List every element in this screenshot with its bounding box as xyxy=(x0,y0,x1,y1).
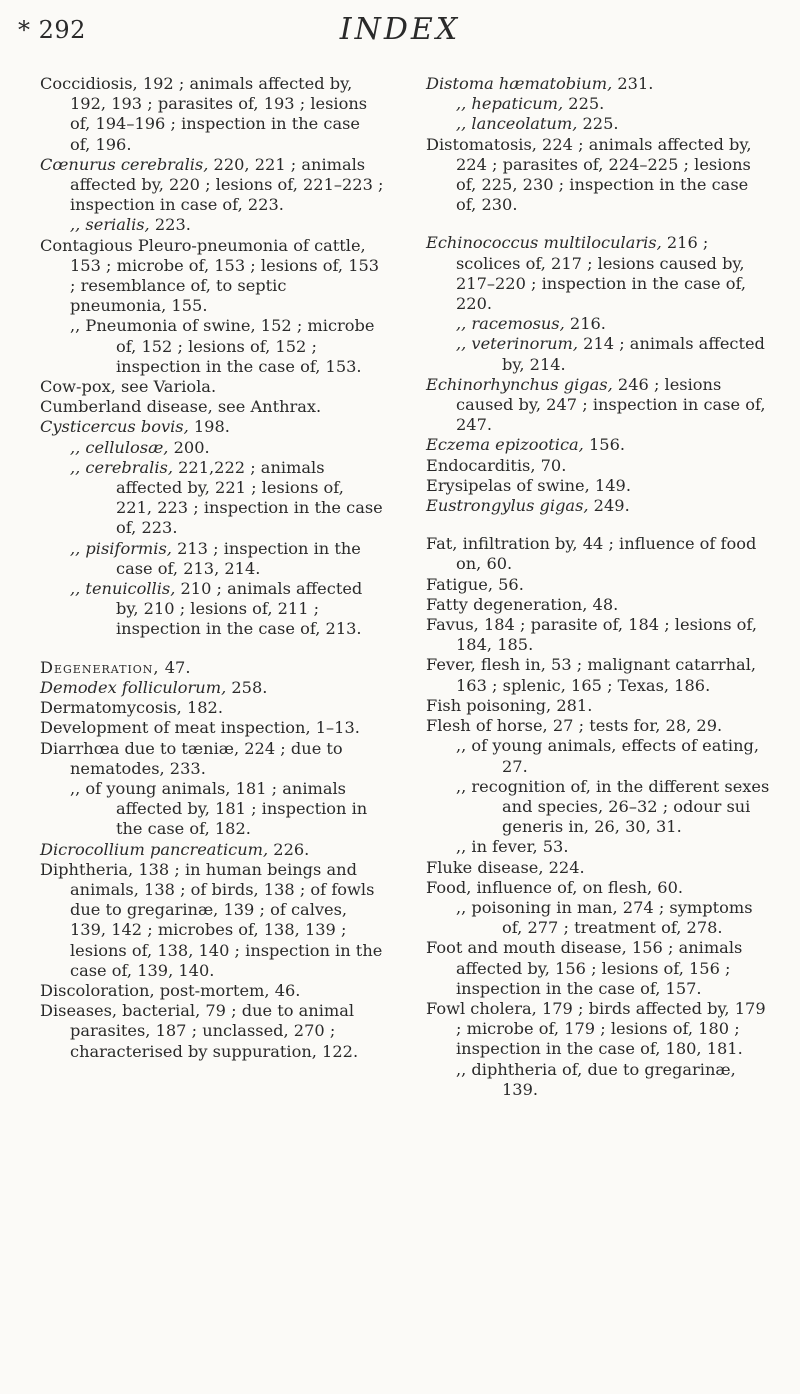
index-term: ,, poisoning in man, xyxy=(456,897,618,917)
index-term: Eustrongylus gigas, xyxy=(426,496,589,516)
index-term: ,, Pneumonia of swine, xyxy=(70,316,256,336)
index-term: Echinococcus multilocularis, xyxy=(426,233,662,253)
index-term: Fish poisoning, xyxy=(426,695,552,715)
index-subentry xyxy=(426,314,771,334)
index-term: ,, tenuicollis, xyxy=(70,579,176,599)
section-spacer xyxy=(426,215,771,233)
index-subentry xyxy=(40,215,385,235)
index-entry xyxy=(426,696,771,716)
index-column-left xyxy=(40,74,385,1062)
index-entry xyxy=(40,718,385,738)
section-spacer xyxy=(40,640,385,658)
index-term: Food, xyxy=(426,877,472,897)
index-subentry xyxy=(426,94,771,114)
index-term: Dicrocollium pancreaticum, xyxy=(40,839,269,859)
index-term: Demodex folliculorum, xyxy=(40,677,227,697)
index-entry xyxy=(426,476,771,496)
index-term: ,, serialis, xyxy=(70,215,150,235)
index-locators: 214 ; animals affected by, 214. xyxy=(502,334,765,374)
index-locators: due to tæniæ, 224 ; due to nematodes, 233. xyxy=(70,738,343,778)
index-entry xyxy=(40,678,385,698)
index-term: Fluke disease, xyxy=(426,857,544,877)
index-subentry xyxy=(40,779,385,840)
index-subentry xyxy=(40,579,385,640)
index-subentry xyxy=(426,114,771,134)
index-term: Diseases, bacterial, xyxy=(40,1001,201,1021)
index-term: Dermatomycosis, xyxy=(40,698,182,718)
index-locators: 198. xyxy=(188,417,230,437)
index-locators: 192 ; animals affected by, 192, 193 ; parasites of, 193 ; lesions of, 194–196 ; inspection in the case of, 196. xyxy=(70,74,368,154)
index-subentry xyxy=(426,736,771,776)
index-entry xyxy=(426,615,771,655)
index-entry xyxy=(426,375,771,436)
index-locators: 152 ; microbe of, 152 ; lesions of, 152 ; inspection in the case of, 153. xyxy=(116,316,375,376)
index-term: Fat, infiltration by, xyxy=(426,534,578,554)
index-term: ,, of young animals, xyxy=(70,778,231,798)
index-term: Distoma hæmatobium, xyxy=(426,74,613,93)
index-subentry xyxy=(426,334,771,374)
index-entry xyxy=(40,417,385,437)
index-term: ,, veterinorum, xyxy=(456,334,578,354)
index-entry xyxy=(40,658,385,678)
index-locators: 220, 221 ; animals affected by, 220 ; lesions of, 221–223 ; inspection in case of, 223. xyxy=(70,154,384,215)
index-locators: 258. xyxy=(226,677,268,697)
index-entry xyxy=(426,534,771,574)
index-term: Cœnurus cerebralis, xyxy=(40,154,209,174)
index-locators: 138 ; in human beings and animals, 138 ; of birds, 138 ; of fowls due to gregarinæ, 139 ; of calves, 139, 142 ; microbes of, 138, 139 ; lesions of, 138, 140 ; inspection in the case of, 139, 140. xyxy=(70,859,383,980)
index-term: Degeneration, xyxy=(40,657,160,677)
page-number: * 292 xyxy=(18,16,86,44)
index-entry xyxy=(426,496,771,516)
index-term: Cumberland disease, xyxy=(40,397,213,417)
index-term: Cow-pox, xyxy=(40,377,116,397)
index-term: ,, of young animals, xyxy=(456,736,617,756)
index-term: ,, in fever, xyxy=(456,837,538,857)
index-entry xyxy=(426,999,771,1060)
index-locators: 224 ; animals affected by, 224 ; parasites of, 224–225 ; lesions of, 225, 230 ; inspection in the case of, 230. xyxy=(456,134,752,215)
index-subentry xyxy=(426,837,771,857)
index-locators: 156. xyxy=(583,435,626,455)
index-term: ,, racemosus, xyxy=(456,314,565,334)
index-subentry xyxy=(40,438,385,458)
index-entry xyxy=(40,698,385,718)
index-entry xyxy=(40,236,385,317)
index-entry xyxy=(40,981,385,1001)
index-locators: flesh in, 53 ; malignant catarrhal, 163 ; splenic, 165 ; Texas, 186. xyxy=(456,655,757,695)
index-locators: post-mortem, 46. xyxy=(154,980,301,1000)
index-locators: 225. xyxy=(577,114,619,134)
index-entry xyxy=(426,74,771,94)
index-locators: 221,222 ; animals affected by, 221 ; lesions of, 221, 223 ; inspection in the case of, 223. xyxy=(116,457,383,538)
index-locators: see Anthrax. xyxy=(212,397,322,417)
index-locators: 226. xyxy=(268,839,310,859)
index-locators: see Variola. xyxy=(115,377,217,397)
index-term: Fatigue, xyxy=(426,574,493,594)
index-locators: 225. xyxy=(563,94,605,114)
index-term: Discoloration, xyxy=(40,980,155,1000)
index-subentry xyxy=(40,539,385,579)
index-entry xyxy=(426,858,771,878)
index-locators: 44 ; influence of food on, 60. xyxy=(456,534,757,574)
index-term: Coccidiosis, xyxy=(40,74,138,93)
index-term: Foot and mouth disease, xyxy=(426,938,627,958)
index-term: Cysticercus bovis, xyxy=(40,417,189,437)
index-locators: 216. xyxy=(564,314,606,334)
index-term: Endocarditis, xyxy=(426,455,536,475)
index-locators: 246 ; lesions caused by, 247 ; inspection in case of, 247. xyxy=(456,374,766,435)
index-subentry xyxy=(426,777,771,838)
index-term: Development of meat inspection, xyxy=(40,718,311,738)
index-locators: 181 ; animals affected by, 181 ; inspection in the case of, 182. xyxy=(116,778,368,839)
index-entry xyxy=(40,840,385,860)
index-term: Echinorhynchus gigas, xyxy=(426,374,613,394)
index-subentry xyxy=(40,458,385,539)
index-locators: 179 ; birds affected by, 179 ; microbe of, 179 ; lesions of, 180 ; inspection in the case of, 180, 181. xyxy=(456,998,766,1059)
index-locators: 79 ; due to animal parasites, 187 ; unclassed, 270 ; characterised by suppuration, 122. xyxy=(70,1001,359,1061)
index-entry xyxy=(426,233,771,314)
index-term: Distomatosis, xyxy=(426,134,537,154)
index-locators: 53. xyxy=(537,837,569,857)
section-spacer xyxy=(426,516,771,534)
index-locators: 249. xyxy=(588,496,630,516)
index-locators: 223. xyxy=(149,215,191,235)
index-locators: 56. xyxy=(492,574,524,594)
index-locators: 153 ; microbe of, 153 ; lesions of, 153 ; resemblance of, to septic pneumonia, 155. xyxy=(70,255,380,316)
index-locators: 224. xyxy=(543,857,585,877)
index-locators: 27 ; tests for, 28, 29. xyxy=(547,716,723,736)
index-term: ,, pisiformis, xyxy=(70,538,172,558)
index-entry xyxy=(40,74,385,155)
index-entry xyxy=(40,377,385,397)
index-entry xyxy=(426,575,771,595)
index-locators: 231. xyxy=(612,74,654,93)
index-column-right xyxy=(426,74,771,1100)
index-locators: 156 ; animals affected by, 156 ; lesions of, 156 ; inspection in the case of, 157. xyxy=(456,938,743,998)
index-term: ,, cellulosæ, xyxy=(70,437,169,457)
index-subentry xyxy=(426,898,771,938)
index-entry xyxy=(40,397,385,417)
index-subentry xyxy=(426,1060,771,1100)
index-locators: effects of eating, 27. xyxy=(502,736,760,776)
index-locators: 200. xyxy=(168,437,210,457)
index-entry xyxy=(40,739,385,779)
index-locators: 213 ; inspection in the case of, 213, 214. xyxy=(116,538,361,578)
index-entry xyxy=(426,655,771,695)
index-entry xyxy=(426,595,771,615)
index-term: ,, cerebralis, xyxy=(70,457,173,477)
index-term: Fowl cholera, xyxy=(426,998,537,1018)
index-term: Flesh of horse, xyxy=(426,716,548,736)
index-entry xyxy=(426,938,771,999)
index-locators: 1–13. xyxy=(310,718,360,738)
index-locators: 149. xyxy=(589,475,631,495)
index-term: Diarrhœa xyxy=(40,738,120,758)
index-subentry xyxy=(40,316,385,377)
index-locators: due to gregarinæ, 139. xyxy=(502,1059,736,1099)
index-term: Fever, xyxy=(426,655,476,675)
index-term: ,, recognition of, xyxy=(456,776,591,796)
index-entry xyxy=(40,155,385,216)
index-term: Eczema epizootica, xyxy=(426,435,584,455)
index-locators: 182. xyxy=(181,698,223,718)
index-locators: 210 ; animals affected by, 210 ; lesions of, 211 ; inspection in the case of, 213. xyxy=(116,579,363,639)
index-entry xyxy=(426,456,771,476)
index-term: ,, hepaticum, xyxy=(456,94,564,114)
index-locators: 281. xyxy=(551,695,593,715)
index-locators: 274 ; symptoms of, 277 ; treatment of, 278. xyxy=(502,897,753,938)
index-locators: 216 ; scolices of, 217 ; lesions caused by, 217–220 ; inspection in the case of, 220. xyxy=(456,233,747,314)
index-term: Erysipelas of swine, xyxy=(426,475,590,495)
index-locators: in the different sexes and species, 26–32 ; odour sui generis in, 26, 30, 31. xyxy=(502,776,770,837)
index-locators: 47. xyxy=(159,657,191,677)
index-term: Contagious Pleuro-pneumonia of cattle, xyxy=(40,235,366,255)
index-term: Diphtheria, xyxy=(40,859,134,879)
index-entry xyxy=(426,435,771,455)
index-entry xyxy=(40,860,385,981)
index-term: ,, diphtheria of, xyxy=(456,1059,583,1079)
index-entry xyxy=(426,135,771,216)
running-head: INDEX xyxy=(339,12,461,47)
index-entry xyxy=(426,878,771,898)
index-entry xyxy=(426,716,771,736)
index-term: Favus, xyxy=(426,615,479,635)
index-locators: 48. xyxy=(587,594,619,614)
index-entry xyxy=(40,1001,385,1062)
index-locators: 70. xyxy=(535,455,567,475)
index-term: Fatty degeneration, xyxy=(426,594,588,614)
index-locators: influence of, on flesh, 60. xyxy=(471,877,684,897)
index-term: ,, lanceolatum, xyxy=(456,114,578,134)
index-locators: 184 ; parasite of, 184 ; lesions of, 184, 185. xyxy=(456,615,757,655)
